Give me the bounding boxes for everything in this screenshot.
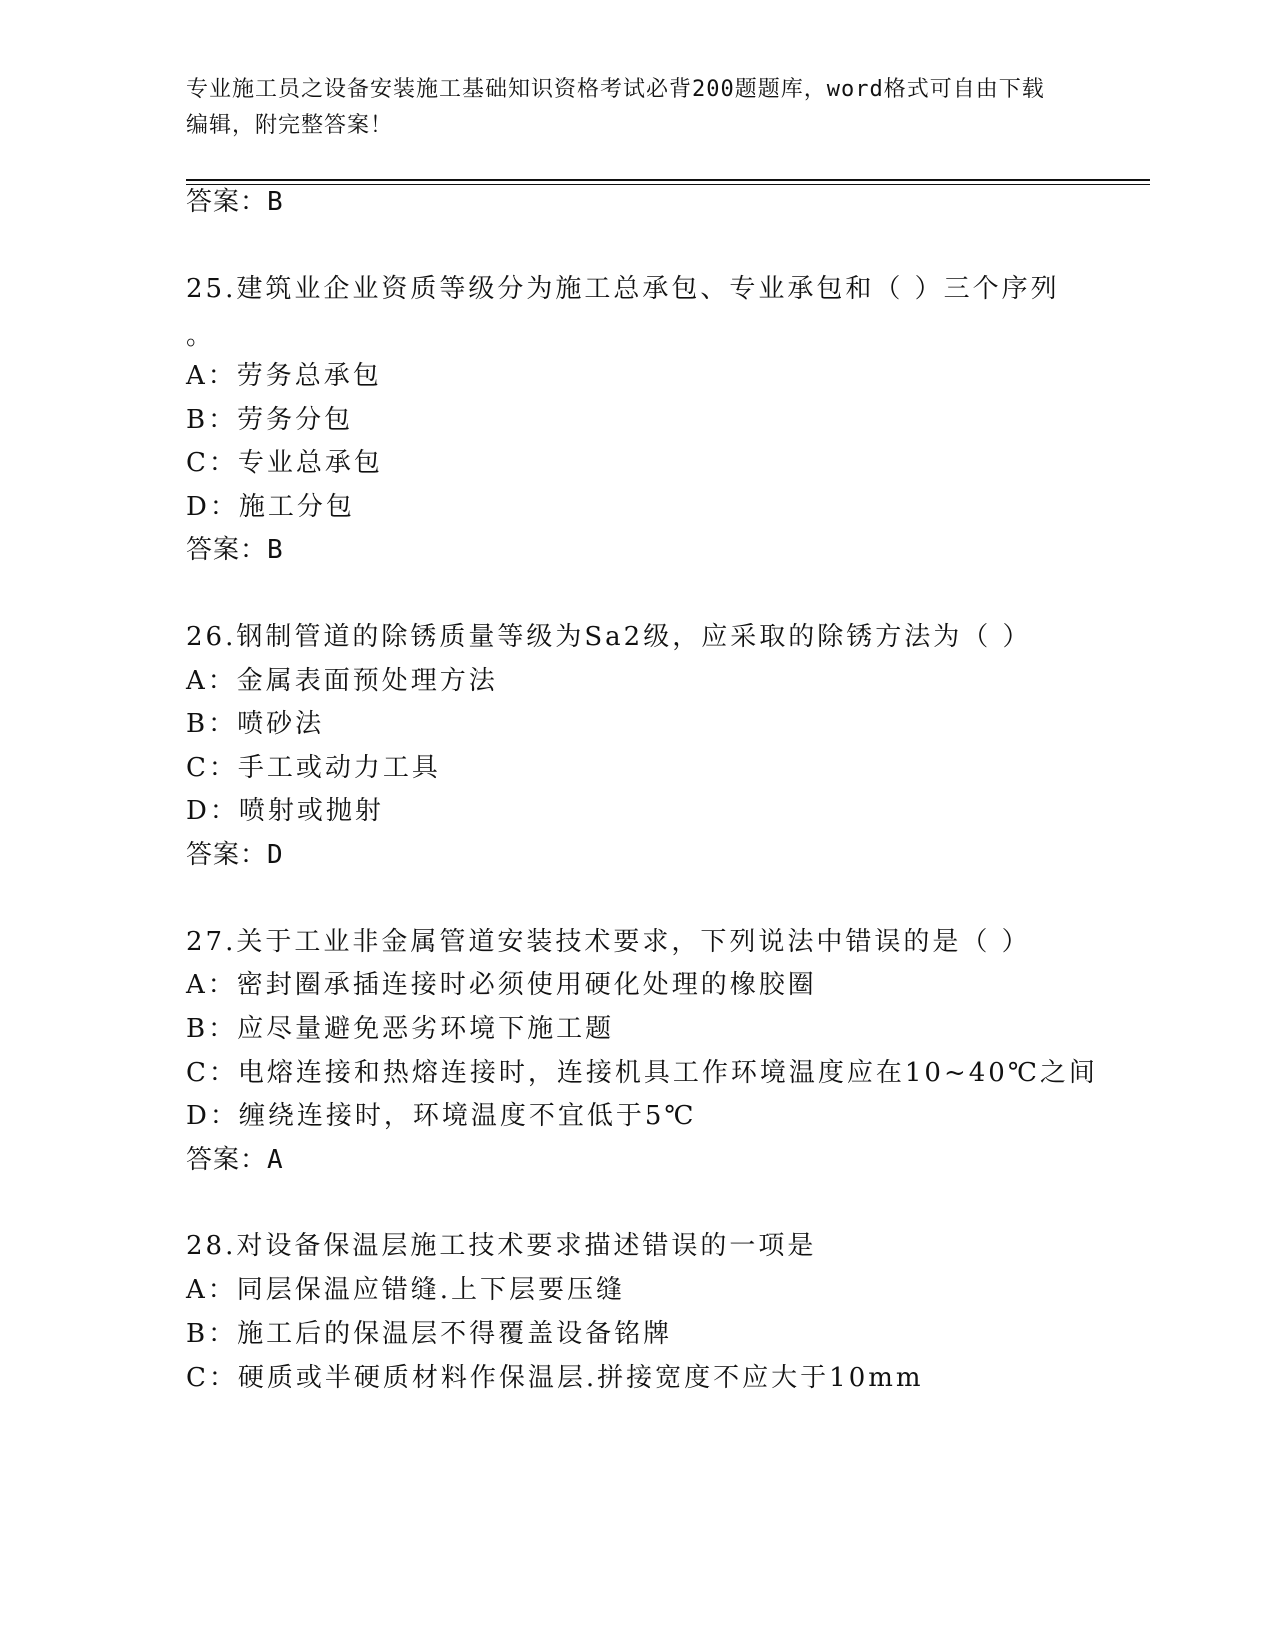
answer-label: 答案： [186,535,268,565]
question-28-option-b: B：施工后的保温层不得覆盖设备铭牌 [186,1319,673,1349]
question-27-option-c: C：电熔连接和热熔连接时，连接机具工作环境温度应在10~40℃之间 [186,1058,1098,1088]
document-header: 专业施工员之设备安装施工基础知识资格考试必背200题题库，word格式可自由下载编辑，附完整答案！ [186,77,1045,138]
answer-value: B [267,535,284,565]
question-26-option-d: D：喷射或抛射 [186,796,384,826]
header-divider-thin [186,184,1150,185]
answer-value: B [267,187,284,217]
answer-label: 答案： [186,840,268,870]
question-25-stem: 25.建筑业企业资质等级分为施工总承包、专业承包和（ ）三个序列 [186,274,1060,304]
answer-value: D [267,840,284,870]
question-26-option-c: C：手工或动力工具 [186,753,441,783]
answer-24 [186,184,284,220]
question-25-option-d: D：施工分包 [186,492,355,522]
answer-value: A [267,1145,284,1175]
question-26-option-b: B：喷砂法 [186,709,325,739]
answer-label: 答案： [186,1145,268,1175]
question-25-option-a: A：劳务总承包 [186,361,382,391]
question-28-option-a: A：同层保温应错缝.上下层要压缝 [186,1275,626,1305]
question-27-option-a: A：密封圈承插连接时必须使用硬化处理的橡胶圈 [186,970,817,1000]
question-28-stem: 28.对设备保温层施工技术要求描述错误的一项是 [186,1231,817,1261]
answer-27 [186,1142,284,1178]
question-28-option-c: C：硬质或半硬质材料作保温层.拼接宽度不应大于10mm [186,1363,924,1393]
answer-label: 答案： [186,187,268,217]
question-25-option-b: B：劳务分包 [186,405,354,435]
answer-25 [186,532,284,568]
question-25-option-c: C：专业总承包 [186,448,383,478]
question-25-stem-cont: 。 [186,321,216,351]
question-27-option-b: B：应尽量避免恶劣环境下施工题 [186,1014,615,1044]
question-26-stem: 26.钢制管道的除锈质量等级为Sa2级，应采取的除锈方法为（ ） [186,622,1032,652]
question-27-stem: 27.关于工业非金属管道安装技术要求，下列说法中错误的是（ ） [186,927,1031,957]
answer-26 [186,837,284,873]
question-27-option-d: D：缠绕连接时，环境温度不宜低于5℃ [186,1101,697,1131]
question-26-option-a: A：金属表面预处理方法 [186,666,498,696]
header-divider [186,179,1150,181]
